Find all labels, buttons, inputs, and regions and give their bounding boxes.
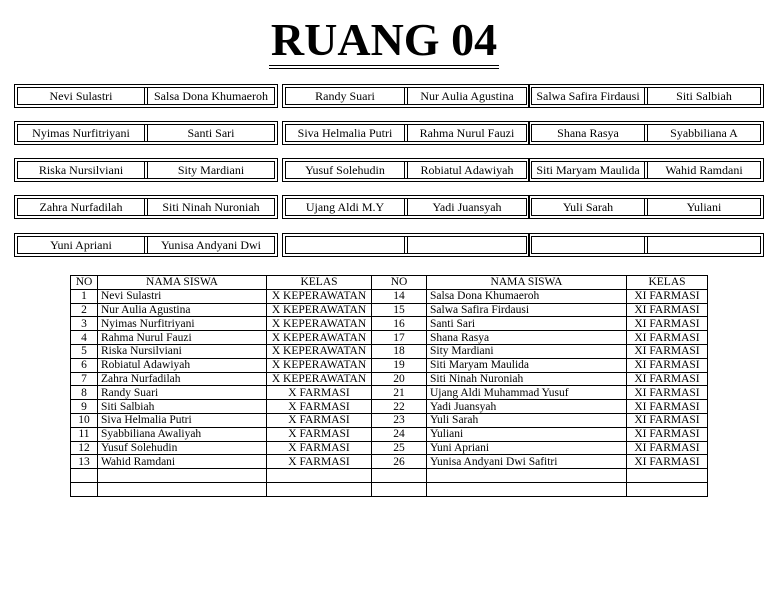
seat-pair (528, 84, 764, 108)
table-cell: X FARMASI (267, 413, 372, 427)
seat-name (532, 237, 644, 253)
seat-name: Riska Nursilviani (38, 163, 124, 177)
table-cell (372, 482, 427, 496)
table-cell: X FARMASI (267, 455, 372, 469)
table-cell: Randy Suari (98, 386, 267, 400)
table-cell: XI FARMASI (627, 317, 708, 331)
page-title-wrap (0, 16, 768, 69)
table-row (71, 427, 708, 441)
header-nama-1: NAMA SISWA (98, 276, 267, 290)
table-cell: 1 (71, 289, 98, 303)
seat-name: Yunisa Andyani Dwi (144, 237, 274, 253)
seat-name: Siti Salbiah (644, 88, 760, 104)
table-cell: 18 (372, 344, 427, 358)
table-cell: X FARMASI (267, 427, 372, 441)
seat-pair (528, 233, 764, 257)
seat-pair (282, 121, 530, 145)
table-cell: 7 (71, 372, 98, 386)
table-cell (427, 482, 627, 496)
table-cell (627, 482, 708, 496)
table-cell: XI FARMASI (627, 413, 708, 427)
header-no-1: NO (71, 276, 98, 290)
seat-pair (528, 121, 764, 145)
seat-name: Salsa Dona Khumaeroh (144, 88, 274, 104)
seat-name: Yusuf Solehudin (305, 163, 385, 177)
table-cell: XI FARMASI (627, 400, 708, 414)
table-cell: X FARMASI (267, 386, 372, 400)
seat-name: Nyimas Nurfitriyani (32, 126, 130, 140)
table-row (71, 358, 708, 372)
table-cell: Rahma Nurul Fauzi (98, 331, 267, 345)
table-cell: Nevi Sulastri (98, 289, 267, 303)
table-cell (98, 469, 267, 483)
seat-name: Yuliani (644, 199, 760, 215)
table-cell: Yadi Juansyah (427, 400, 627, 414)
table-cell: 11 (71, 427, 98, 441)
table-cell: X KEPERAWATAN (267, 358, 372, 372)
seat-name: Robiatul Adawiyah (404, 162, 526, 178)
table-cell: Wahid Ramdani (98, 455, 267, 469)
table-row (71, 317, 708, 331)
table-cell (71, 469, 98, 483)
table-cell: 2 (71, 303, 98, 317)
header-nama-2: NAMA SISWA (427, 276, 627, 290)
table-cell (98, 482, 267, 496)
table-cell: 4 (71, 331, 98, 345)
seat-name (404, 237, 526, 253)
table-row (71, 400, 708, 414)
seat-name: Nevi Sulastri (49, 89, 113, 103)
table-cell: 3 (71, 317, 98, 331)
seat-name: Santi Sari (144, 125, 274, 141)
table-cell: 12 (71, 441, 98, 455)
table-cell: Ujang Aldi Muhammad Yusuf (427, 386, 627, 400)
seat-pair (282, 233, 530, 257)
table-cell (627, 469, 708, 483)
table-cell: X FARMASI (267, 400, 372, 414)
table-cell: 13 (71, 455, 98, 469)
table-cell: Santi Sari (427, 317, 627, 331)
table-cell: 17 (372, 331, 427, 345)
table-cell: X KEPERAWATAN (267, 317, 372, 331)
table-cell: 20 (372, 372, 427, 386)
seat-pair (14, 233, 278, 257)
table-cell: 24 (372, 427, 427, 441)
table-row (71, 455, 708, 469)
table-cell: 23 (372, 413, 427, 427)
table-row (71, 482, 708, 496)
header-kelas-2: KELAS (627, 276, 708, 290)
seat-name: Zahra Nurfadilah (39, 200, 123, 214)
table-cell: X KEPERAWATAN (267, 331, 372, 345)
seat-name: Yadi Juansyah (404, 199, 526, 215)
table-cell: 15 (372, 303, 427, 317)
seat-name: Wahid Ramdani (644, 162, 760, 178)
table-cell: X KEPERAWATAN (267, 303, 372, 317)
table-cell: Syabbiliana Awaliyah (98, 427, 267, 441)
table-row (71, 289, 708, 303)
page-title: RUANG 04 (269, 16, 499, 69)
header-no-2: NO (372, 276, 427, 290)
seat-pair (282, 84, 530, 108)
table-cell (267, 469, 372, 483)
table-cell: 5 (71, 344, 98, 358)
seat-name: Shana Rasya (557, 126, 619, 140)
student-roster-table (70, 275, 708, 497)
table-cell: XI FARMASI (627, 303, 708, 317)
table-row (71, 331, 708, 345)
table-cell: XI FARMASI (627, 289, 708, 303)
seat-name: Siti Ninah Nuroniah (144, 199, 274, 215)
table-cell: 19 (372, 358, 427, 372)
seat-pair (282, 158, 530, 182)
seat-name: Rahma Nurul Fauzi (404, 125, 526, 141)
table-cell: 26 (372, 455, 427, 469)
table-cell: X KEPERAWATAN (267, 289, 372, 303)
table-row (71, 441, 708, 455)
table-row (71, 413, 708, 427)
table-cell: Riska Nursilviani (98, 344, 267, 358)
table-cell: XI FARMASI (627, 455, 708, 469)
seat-name: Sity Mardiani (144, 162, 274, 178)
table-cell: 25 (372, 441, 427, 455)
table-row (71, 344, 708, 358)
table-cell: Siti Maryam Maulida (427, 358, 627, 372)
table-cell (427, 469, 627, 483)
seat-pair (282, 195, 530, 219)
table-cell: Shana Rasya (427, 331, 627, 345)
seat-pair (14, 195, 278, 219)
table-cell: XI FARMASI (627, 441, 708, 455)
table-cell: Yuli Sarah (427, 413, 627, 427)
table-cell: 10 (71, 413, 98, 427)
table-cell: 6 (71, 358, 98, 372)
table-cell: XI FARMASI (627, 344, 708, 358)
seat-name: Ujang Aldi M.Y (305, 200, 385, 214)
table-row (71, 469, 708, 483)
table-cell: 9 (71, 400, 98, 414)
seat-name: Yuni Apriani (50, 238, 112, 252)
table-cell: Yuliani (427, 427, 627, 441)
seat-name (644, 237, 760, 253)
table-cell: Yuni Apriani (427, 441, 627, 455)
seat-name: Yuli Sarah (562, 200, 614, 214)
table-cell: Siva Helmalia Putri (98, 413, 267, 427)
seat-name: Nur Aulia Agustina (404, 88, 526, 104)
seat-name: Siti Maryam Maulida (536, 163, 640, 177)
table-cell: Siti Salbiah (98, 400, 267, 414)
table-cell: 21 (372, 386, 427, 400)
seat-name: Randy Suari (315, 89, 375, 103)
table-cell: XI FARMASI (627, 331, 708, 345)
seat-name (286, 237, 404, 253)
table-row (71, 386, 708, 400)
table-cell: Sity Mardiani (427, 344, 627, 358)
seat-pair (14, 84, 278, 108)
table-cell: Nyimas Nurfitriyani (98, 317, 267, 331)
table-cell: XI FARMASI (627, 358, 708, 372)
table-cell: Yusuf Solehudin (98, 441, 267, 455)
table-cell: XI FARMASI (627, 372, 708, 386)
seat-name: Syabbiliana A (644, 125, 760, 141)
table-cell (71, 482, 98, 496)
table-cell: Zahra Nurfadilah (98, 372, 267, 386)
table-cell: Robiatul Adawiyah (98, 358, 267, 372)
seat-pair (14, 121, 278, 145)
table-row (71, 372, 708, 386)
table-cell: Salsa Dona Khumaeroh (427, 289, 627, 303)
header-kelas-1: KELAS (267, 276, 372, 290)
table-cell: X KEPERAWATAN (267, 344, 372, 358)
table-header-row (71, 276, 708, 290)
table-cell: X KEPERAWATAN (267, 372, 372, 386)
seat-name: Salwa Safira Firdausi (536, 89, 640, 103)
table-cell: Yunisa Andyani Dwi Safitri (427, 455, 627, 469)
table-cell: 8 (71, 386, 98, 400)
table-cell: X FARMASI (267, 441, 372, 455)
table-row (71, 303, 708, 317)
table-cell (267, 482, 372, 496)
seat-pair (14, 158, 278, 182)
table-cell: Salwa Safira Firdausi (427, 303, 627, 317)
seat-name: Siva Helmalia Putri (297, 126, 393, 140)
table-cell: XI FARMASI (627, 386, 708, 400)
seat-pair (528, 158, 764, 182)
table-cell (372, 469, 427, 483)
table-cell: XI FARMASI (627, 427, 708, 441)
table-cell: Siti Ninah Nuroniah (427, 372, 627, 386)
table-cell: 14 (372, 289, 427, 303)
table-cell: Nur Aulia Agustina (98, 303, 267, 317)
seat-pair (528, 195, 764, 219)
table-cell: 16 (372, 317, 427, 331)
table-cell: 22 (372, 400, 427, 414)
